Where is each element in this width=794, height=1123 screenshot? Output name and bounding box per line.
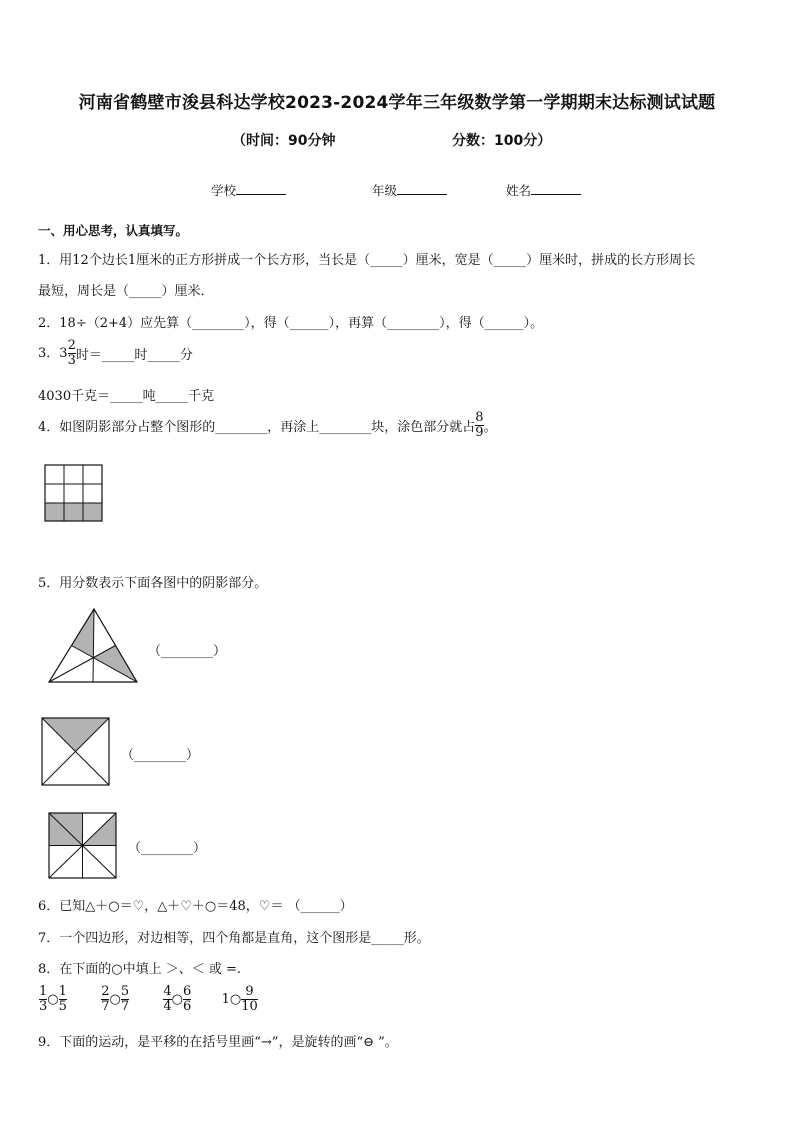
fraction: $\frac{4}{4}$ [163,984,172,1014]
answer-blank-2[interactable]: （________） [121,748,200,763]
name-field [506,181,581,199]
question-3-rest: 时＝_____时_____分 [75,348,193,363]
name-blank[interactable] [531,181,581,195]
question-3-line-1 [38,339,193,368]
question-7: 7．一个四边形，对边相等，四个角都是直角，这个图形是_____形。 [38,931,430,946]
name-label: 姓名 [506,183,532,198]
question-4-text: 4．如图阴影部分占整个图形的________，再涂上________块，涂色部分就占 [38,420,476,435]
answer-blank-1[interactable]: （________） [148,644,227,659]
exam-score: 分数：100分） [452,133,552,149]
comparison-item-4: 1○ $\frac{9}{10}$ [221,984,258,1014]
grade-blank[interactable] [397,181,447,195]
square-eighths-figure [48,812,118,880]
question-9: 9．下面的运动，是平移的在括号里画“→”，是旋转的画“⊖ ”。 [38,1035,398,1050]
mixed-number-whole: 3 [59,346,68,361]
page-title: 河南省鹤壁市浚县科达学校2023-2024学年三年级数学第一学期期末达标测试试题 [78,93,716,113]
school-blank[interactable] [236,181,286,195]
comparison-row [39,985,258,1014]
question-1-line-2: 最短，周长是（_____）厘米． [38,284,214,299]
triangle-figure [47,607,139,685]
comparison-item-1 [39,984,71,1014]
grade-field [372,181,447,199]
grade-label: 年级 [372,183,398,198]
question-8: 8．在下面的○中填上 ＞、＜ 或 =. [38,962,242,977]
mixed-number-fraction: $\frac{2}{3}$ [67,338,76,368]
fraction: $\frac{2}{7}$ [101,984,110,1014]
question-2: 2．18÷（2+4）应先算（________），得（______），再算（________），得（______）。 [38,316,544,331]
grid-figure [44,464,104,522]
fraction: $\frac{1}{5}$ [58,984,67,1014]
school-label: 学校 [211,183,237,198]
fraction: $\frac{5}{7}$ [120,984,130,1014]
comparison-item-2 [101,984,133,1014]
compare-circle[interactable]: ○ [171,992,183,1007]
compare-circle[interactable]: ○ [229,992,242,1007]
fraction: $\frac{9}{10}$ [241,984,258,1014]
comparison-item-3 [163,984,195,1014]
section-title: 一、用心思考，认真填写。 [38,223,189,238]
exam-time: （时间：90分钟 [232,133,336,149]
compare-circle[interactable]: ○ [47,992,59,1007]
question-1-line-1: 1．用12个边长1厘米的正方形拼成一个长方形，当长是（_____）厘米，宽是（_____）厘米时，拼成的长方形周长 [38,253,696,268]
compare-circle[interactable]: ○ [109,992,121,1007]
question-3-number: 3． [38,346,60,361]
question-3-line-2: 4030千克＝_____吨_____千克 [38,389,215,404]
question-5: 5．用分数表示下面各图中的阴影部分。 [38,576,268,591]
fraction: $\frac{1}{3}$ [39,984,48,1014]
school-field [211,181,286,199]
square-diagonal-figure [41,717,111,787]
question-4-fraction: $\frac{8}{9}$ [475,410,484,440]
question-4: 4．如图阴影部分占整个图形的________，再涂上________块，涂色部分就占 $\frac{8}{9}$ 。 [38,410,497,440]
fraction: $\frac{6}{6}$ [183,984,192,1014]
answer-blank-3[interactable]: （________） [128,841,207,856]
question-6: 6．已知△＋○＝♡，△＋♡＋○＝48，♡＝ （______） [38,899,353,914]
